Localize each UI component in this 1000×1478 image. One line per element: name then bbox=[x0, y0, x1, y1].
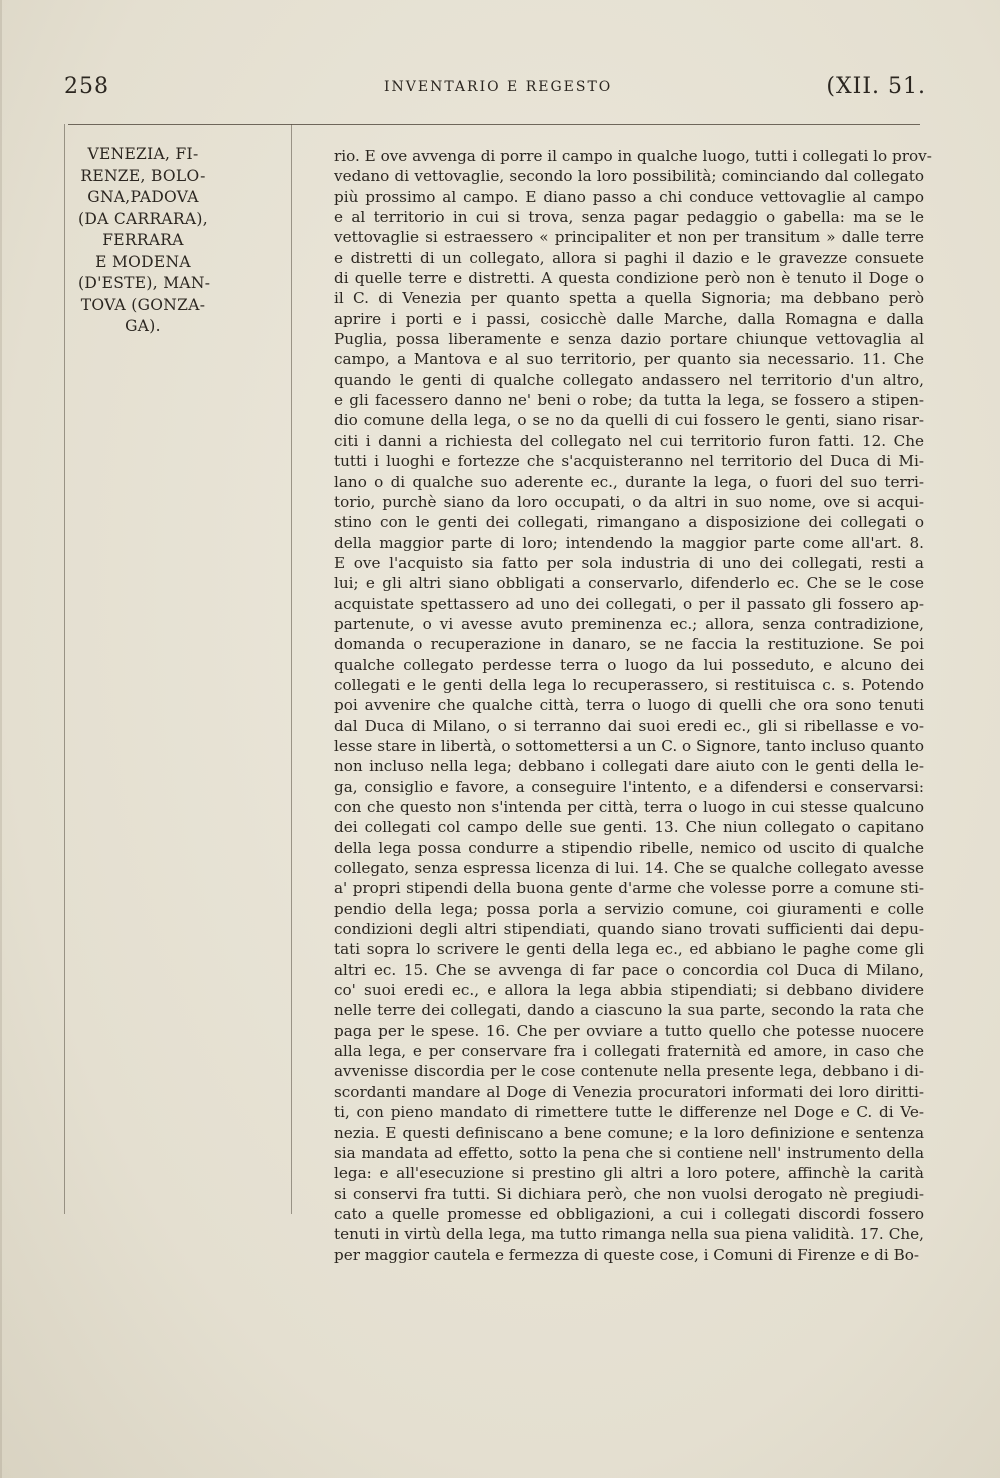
page-edge-shadow bbox=[0, 0, 2, 1478]
body-line: ti, con pieno mandato di rimettere tutte le differenze nel Doge e C. di Ve- bbox=[334, 1103, 924, 1122]
body-line: di quelle terre e distretti. A questa condizione però non è tenuto il Doge o bbox=[334, 269, 924, 288]
body-line: a' propri stipendi della buona gente d'arme che volesse porre a comune sti- bbox=[334, 879, 924, 898]
body-line: acquistate spettassero ad uno dei collegati, o per il passato gli fossero ap- bbox=[334, 594, 924, 613]
body-line: dio comune della lega, o se no da quelli di cui fossero le genti, siano risar- bbox=[334, 411, 924, 430]
body-line: tutti i luoghi e fortezze che s'acquisteranno nel territorio del Duca di Mi- bbox=[334, 452, 924, 471]
body-line: si conservi fra tutti. Si dichiara però, che non vuolsi derogato nè pregiudi- bbox=[334, 1184, 924, 1203]
page-header bbox=[64, 74, 926, 110]
running-title: INVENTARIO E REGESTO bbox=[384, 79, 613, 95]
body-line: partenute, o vi avesse avuto preminenza ec.; allora, senza contradizione, bbox=[334, 614, 924, 633]
body-line: sia mandata ad effetto, sotto la pena che si contiene nell' instrumento della bbox=[334, 1143, 924, 1162]
body-line: e gli facessero danno ne' beni o robe; da tutta la lega, se fossero a stipen- bbox=[334, 391, 924, 410]
body-line: e distretti di un collegato, allora si paghi il dazio e le gravezze consuete bbox=[334, 248, 924, 267]
body-line: Puglia, possa liberamente e senza dazio portare chiunque vettovaglia al bbox=[334, 330, 924, 349]
side-note-line: GA). bbox=[125, 317, 161, 335]
body-line: aprire i porti e i passi, cosicchè dalle Marche, dalla Romagna e dalla bbox=[334, 309, 924, 328]
body-line: co' suoi eredi ec., e allora la lega abbia stipendiati; si debbano dividere bbox=[334, 981, 924, 1000]
body-line: pendio della lega; possa porla a servizio comune, coi giuramenti e colle bbox=[334, 899, 924, 918]
body-line: non incluso nella lega; debbano i collegati dare aiuto con le genti della le- bbox=[334, 757, 924, 776]
body-line: E ove l'acquisto sia fatto per sola industria di uno dei collegati, resti a bbox=[334, 553, 924, 572]
side-note-line: E MODENA bbox=[95, 252, 191, 271]
body-line: lano o di qualche suo aderente ec., durante la lega, o fuori del suo terri- bbox=[334, 472, 924, 491]
side-note-line: TOVA (GONZA- bbox=[80, 295, 206, 314]
body-text bbox=[334, 146, 932, 1265]
body-line: e al territorio in cui si trova, senza pagar pedaggio o gabella: ma se le bbox=[334, 208, 924, 227]
side-note-line: (D'ESTE), MAN- bbox=[78, 274, 211, 292]
body-line: quando le genti di qualche collegato andassero nel territorio d'un altro, bbox=[334, 370, 924, 389]
side-note-line: VENEZIA, FI- bbox=[87, 145, 199, 163]
body-line: della maggior parte di loro; intendendo la maggior parte come all'art. 8. bbox=[334, 533, 924, 552]
section-reference: (XII. 51. bbox=[826, 74, 926, 99]
body-line: alla lega, e per conservare fra i collegati fraternità ed amore, in caso che bbox=[334, 1042, 924, 1061]
body-line: lega: e all'esecuzione si prestino gli altri a loro potere, affinchè la carità bbox=[334, 1164, 924, 1183]
body-line: ga, consiglio e favore, a conseguire l'intento, e a difendersi e conservarsi: bbox=[334, 777, 924, 796]
body-line: avvenisse discordia per le cose contenute nella presente lega, debbano i di- bbox=[334, 1062, 924, 1081]
side-note-line: RENZE, BOLO- bbox=[80, 166, 206, 185]
body-line: rio. E ove avvenga di porre il campo in qualche luogo, tutti i collegati lo prov- bbox=[334, 147, 932, 165]
body-line: più prossimo al campo. E diano passo a chi conduce vettovaglie al campo bbox=[334, 187, 924, 206]
body-line: vettovaglie si estraessero « principaliter et non per transitum » dalle terre bbox=[334, 228, 924, 247]
body-line: torio, purchè siano da loro occupati, o da altri in suo nome, ove si acqui- bbox=[334, 492, 924, 511]
body-line: cato a quelle promesse ed obbligazioni, a cui i collegati discordi fossero bbox=[334, 1204, 924, 1223]
side-note-line: GNA,PADOVA bbox=[87, 188, 199, 206]
side-note-line: (DA CARRARA), bbox=[78, 209, 208, 228]
body-line: vedano di vettovaglie, secondo la loro possibilità; cominciando dal collegato bbox=[334, 167, 924, 186]
body-line: qualche collegato perdesse terra o luogo da lui posseduto, e alcuno dei bbox=[334, 655, 924, 674]
body-line: scordanti mandare al Doge di Venezia procuratori informati dei loro diritti- bbox=[334, 1082, 924, 1101]
body-line: della lega possa condurre a stipendio ribelle, nemico od uscito di qualche bbox=[334, 838, 924, 857]
body-line: paga per le spese. 16. Che per ovviare a tutto quello che potesse nuocere bbox=[334, 1021, 924, 1040]
body-line: altri ec. 15. Che se avvenga di far pace o concordia col Duca di Milano, bbox=[334, 960, 924, 979]
body-line: con che questo non s'intenda per città, terra o luogo in cui stesse qualcuno bbox=[334, 798, 924, 816]
body-line: condizioni degli altri stipendiati, quando siano trovati sufficienti dai depu- bbox=[334, 920, 924, 939]
body-line: stino con le genti dei collegati, rimangano a disposizione dei collegati o bbox=[334, 513, 924, 532]
body-line: poi avvenire che qualche città, terra o luogo di quelli che ora sono tenuti bbox=[334, 696, 924, 715]
body-line: tati sopra lo scrivere le genti della lega ec., ed abbiano le paghe come gli bbox=[334, 940, 924, 959]
body-line: lui; e gli altri siano obbligati a conservarlo, difenderlo ec. Che se le cose bbox=[334, 574, 924, 593]
body-line: tenuti in virtù della lega, ma tutto rimanga nella sua piena validità. 17. Che, bbox=[334, 1225, 924, 1244]
body-line: citi i danni a richiesta del collegato nel cui territorio furon fatti. 12. Che bbox=[334, 431, 924, 450]
body-line: dal Duca di Milano, o si terranno dai suoi eredi ec., gli si ribellasse e vo- bbox=[334, 716, 924, 735]
body-line: collegato, senza espressa licenza di lui. 14. Che se qualche collegato avesse bbox=[334, 859, 924, 878]
body-line: dei collegati col campo delle sue genti. 13. Che niun collegato o capitano bbox=[334, 818, 924, 837]
body-line: nezia. E questi definiscano a bene comune; e la loro definizione e sentenza bbox=[334, 1123, 924, 1142]
body-line: collegati e le genti della lega lo recuperassero, si restituisca c. s. Potendo bbox=[334, 675, 924, 694]
page-number: 258 bbox=[64, 74, 109, 99]
body-line: domanda o recuperazione in danaro, se ne faccia la restituzione. Se poi bbox=[334, 635, 924, 654]
body-line: campo, a Mantova e al suo territorio, per quanto sia necessario. 11. Che bbox=[334, 350, 924, 369]
body-line: nelle terre dei collegati, dando a ciascuno la sua parte, secondo la rata che bbox=[334, 1001, 924, 1020]
margin-side-note bbox=[78, 144, 211, 338]
body-line: il C. di Venezia per quanto spetta a quella Signoria; ma debbano però bbox=[334, 289, 924, 308]
side-note-line: FERRARA bbox=[102, 231, 184, 249]
body-line: lesse stare in libertà, o sottomettersi a un C. o Signore, tanto incluso quanto bbox=[334, 736, 924, 755]
body-line: per maggior cautela e fermezza di queste cose, i Comuni di Firenze e di Bo- bbox=[334, 1245, 920, 1264]
